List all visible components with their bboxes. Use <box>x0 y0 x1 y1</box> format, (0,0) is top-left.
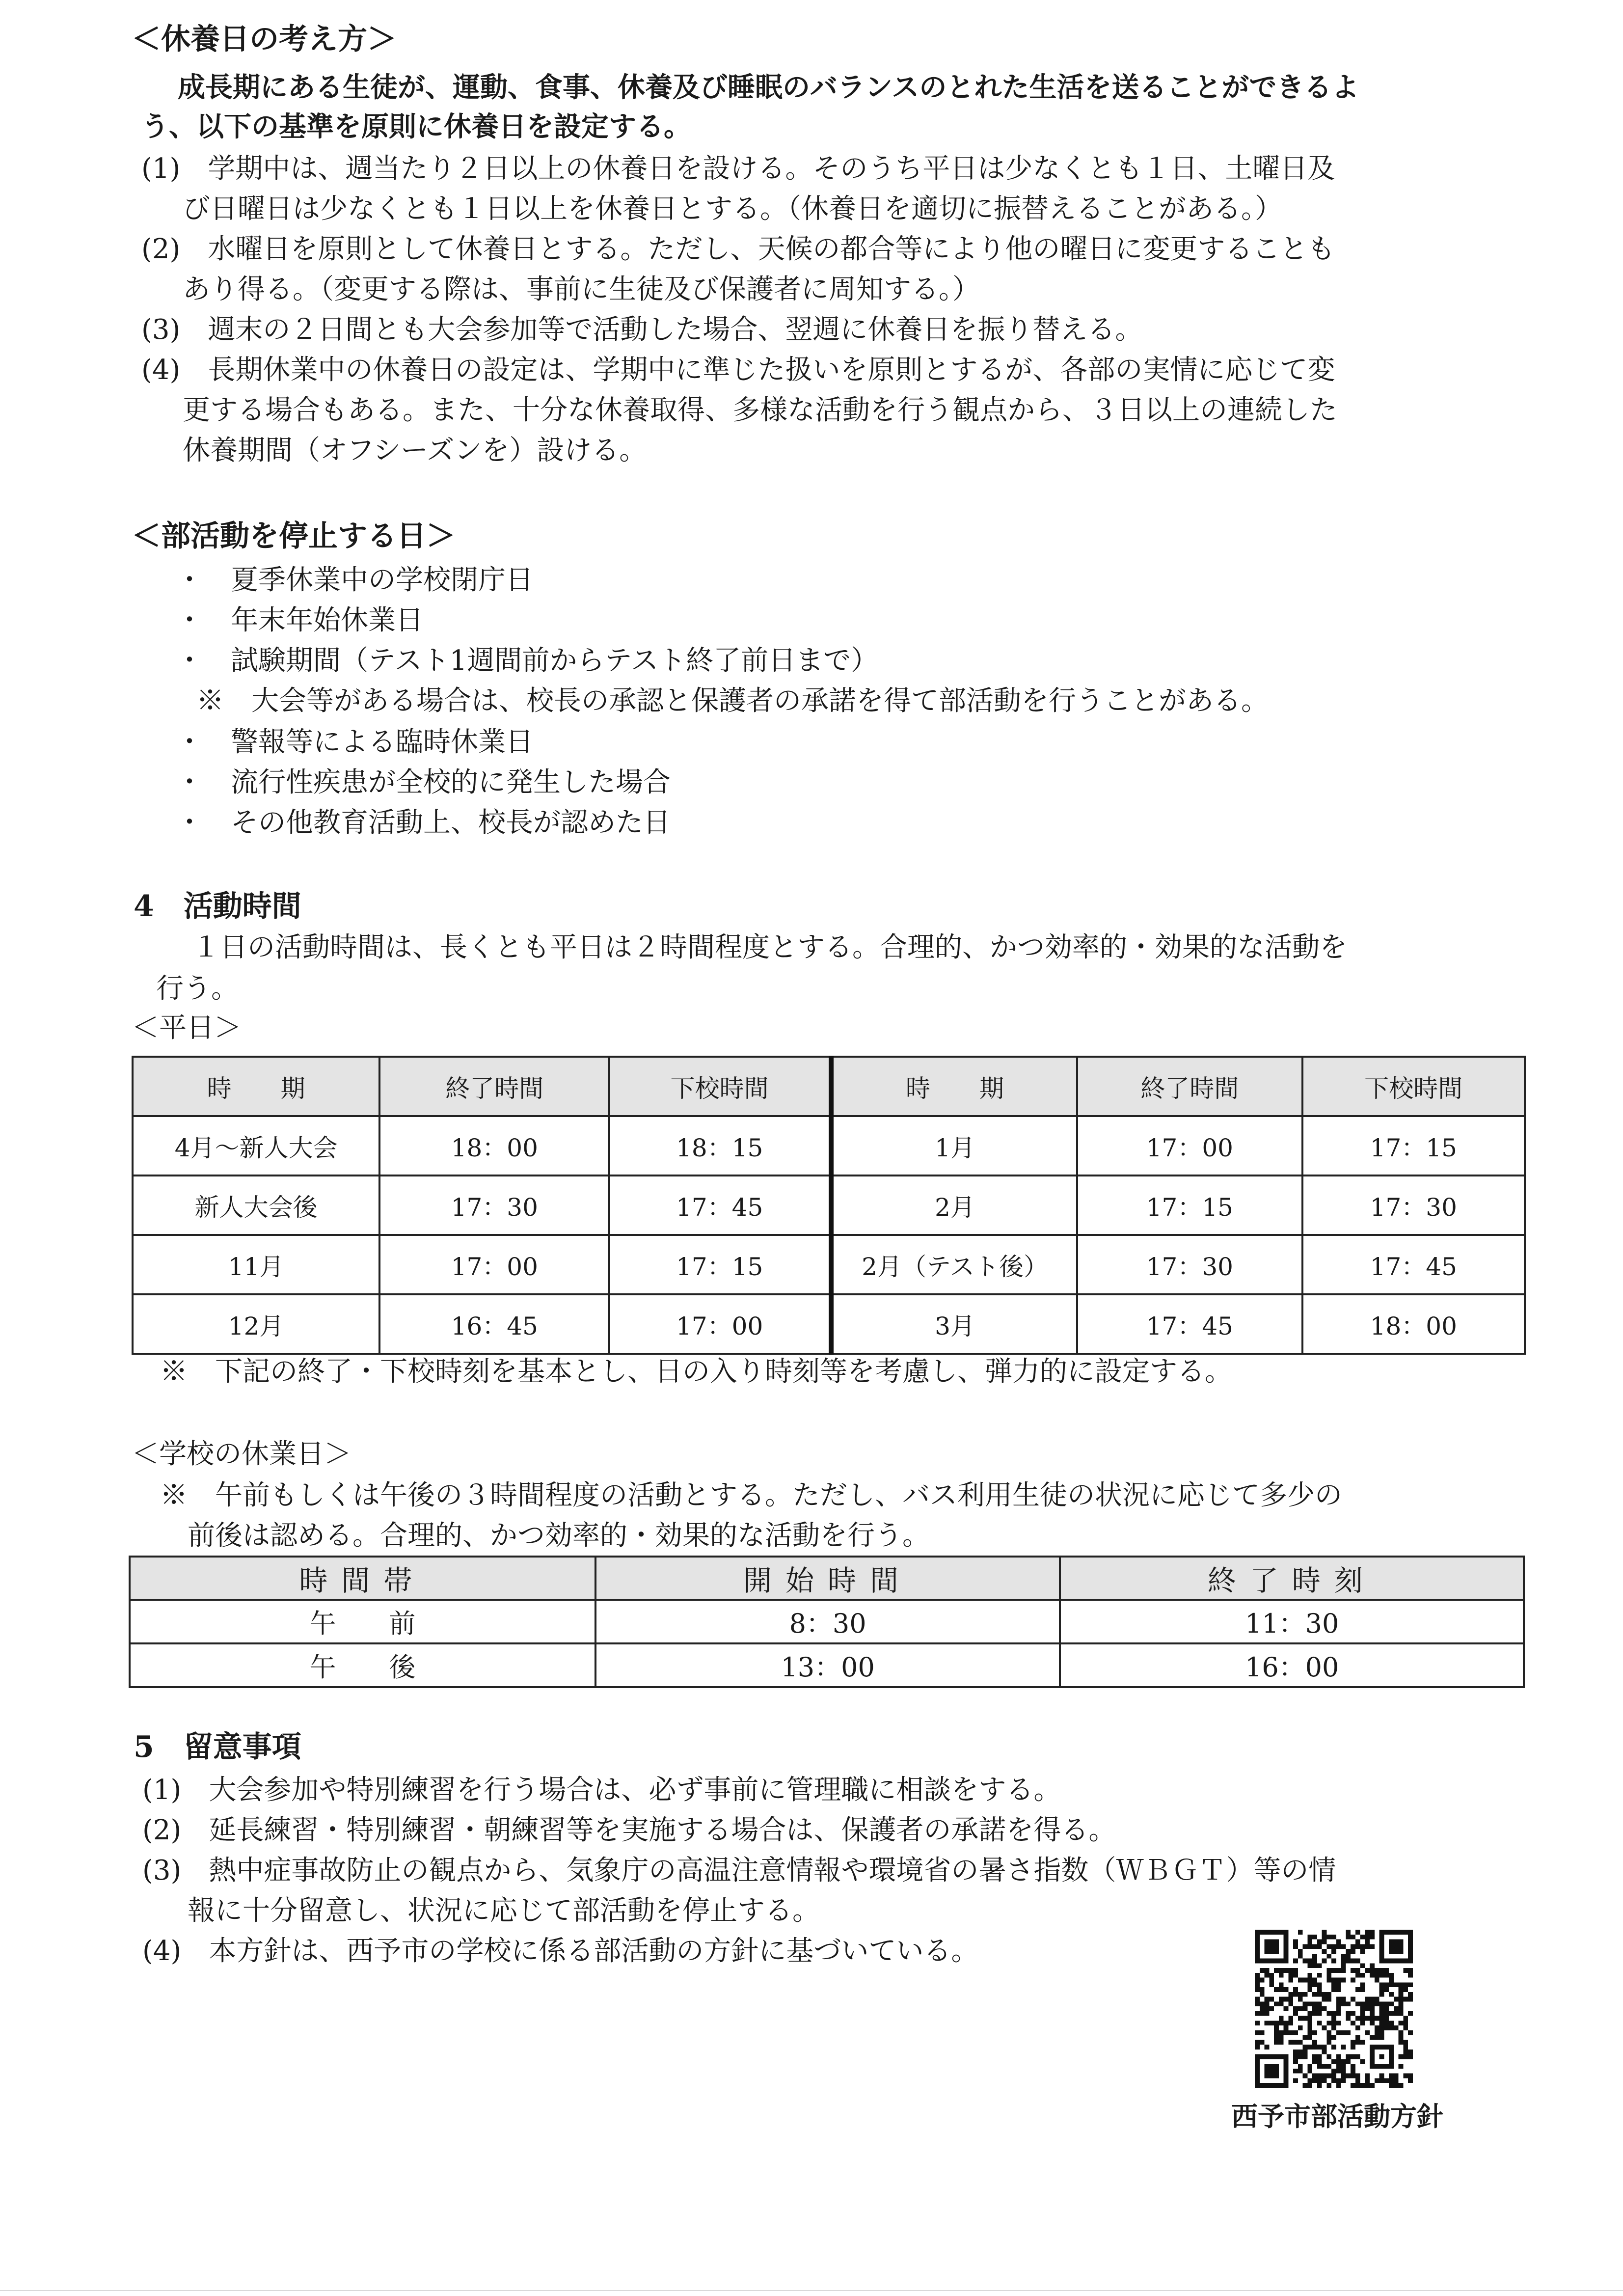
header-end-time: 終了時間 <box>379 1057 609 1116</box>
rest-day-intro-line-2: う、以下の基準を原則に休養日を設定する。 <box>141 110 691 143</box>
rest-day-item-4-line-2: 更する場合もある。また、十分な休養取得、多様な活動を行う観点から、３日以上の連続した <box>183 394 1337 426</box>
holiday-label: ＜学校の休業日＞ <box>132 1438 352 1470</box>
time-slot-cell: 午 前 <box>130 1600 595 1643</box>
header-period: 時 期 <box>831 1057 1077 1116</box>
rest-day-heading: ＜休養日の考え方＞ <box>132 22 397 56</box>
rest-day-item-1-line-2: び日曜日は少なくとも１日以上を休養日とする。（休養日を適切に振替えることがある。） <box>183 193 1282 225</box>
section4-body-line-2: 行う。 <box>156 973 239 1005</box>
weekday-label: ＜平日＞ <box>132 1012 242 1044</box>
table-row <box>133 1294 1525 1354</box>
header-time-slot: 時間帯 <box>130 1557 595 1600</box>
rest-day-item-1-line-1: (1) 学期中は、週当たり２日以上の休養日を設ける。そのうち平日は少なくとも１日、土曜日及 <box>141 153 1335 185</box>
end-time-cell: 17：00 <box>379 1235 609 1294</box>
finish-time-cell: 11：30 <box>1060 1600 1524 1643</box>
caution-item-1: (1) 大会参加や特別練習を行う場合は、必ず事前に管理職に相談をする。 <box>142 1774 1061 1806</box>
stop-day-item: ・ 流行性疾患が全校的に発生した場合 <box>176 766 671 798</box>
end-time-cell: 18：00 <box>379 1116 609 1175</box>
period-cell: 3月 <box>831 1294 1077 1354</box>
holiday-note-line-2: 前後は認める。合理的、かつ効率的・効果的な活動を行う。 <box>188 1520 930 1552</box>
stop-day-note: ※ 大会等がある場合は、校長の承認と保護者の承諾を得て部活動を行うことがある。 <box>196 685 1269 717</box>
end-time-cell: 17：30 <box>1077 1235 1302 1294</box>
leave-time-cell: 17：30 <box>1302 1175 1525 1235</box>
end-time-cell: 17：30 <box>379 1175 609 1235</box>
section4-body-line-1: １日の活動時間は、長くとも平日は２時間程度とする。合理的、かつ効率的・効果的な活動を <box>192 931 1347 963</box>
rest-day-item-2-line-1: (2) 水曜日を原則として休養日とする。ただし、天候の都合等により他の曜日に変更することも <box>141 233 1335 265</box>
table-header-row <box>130 1557 1524 1600</box>
stop-day-item: ・ 警報等による臨時休業日 <box>176 726 533 758</box>
stop-days-heading: ＜部活動を停止する日＞ <box>132 519 456 553</box>
qr-code-icon[interactable] <box>1255 1930 1413 2088</box>
stop-day-item: ・ 年末年始休業日 <box>176 604 423 636</box>
rest-day-intro-line-1: 成長期にある生徒が、運動、食事、休養及び睡眠のバランスのとれた生活を送ることができるよ <box>178 71 1359 104</box>
period-cell: 2月 <box>831 1175 1077 1235</box>
time-slot-cell: 午 後 <box>130 1643 595 1687</box>
weekday-schedule-table <box>132 1056 1526 1355</box>
table-row <box>130 1643 1524 1687</box>
table-row <box>133 1235 1525 1294</box>
caution-item-3-line-1: (3) 熱中症事故防止の観点から、気象庁の高温注意情報や環境省の暑さ指数（ＷＢＧＴ）等の情 <box>142 1855 1336 1886</box>
section5-heading: 5 留意事項 <box>134 1730 301 1764</box>
table-row <box>130 1600 1524 1643</box>
end-time-cell: 16：45 <box>379 1294 609 1354</box>
period-cell: 12月 <box>133 1294 379 1354</box>
stop-day-item: ・ 夏季休業中の学校閉庁日 <box>176 564 533 596</box>
leave-time-cell: 17：15 <box>1302 1116 1525 1175</box>
header-leave-time: 下校時間 <box>609 1057 831 1116</box>
stop-day-item: ・ 試験期間（テスト1週間前からテスト終了前日まで） <box>176 645 879 677</box>
leave-time-cell: 18：00 <box>1302 1294 1525 1354</box>
header-leave-time: 下校時間 <box>1302 1057 1525 1116</box>
header-finish-time: 終了時刻 <box>1060 1557 1524 1600</box>
leave-time-cell: 17：45 <box>609 1175 831 1235</box>
header-start-time: 開始時間 <box>595 1557 1060 1600</box>
page-edge-divider <box>0 2290 1623 2291</box>
period-cell: 1月 <box>831 1116 1077 1175</box>
rest-day-item-4-line-1: (4) 長期休業中の休養日の設定は、学期中に準じた扱いを原則とするが、各部の実情に応じて変 <box>141 354 1335 386</box>
holiday-schedule-table <box>129 1556 1525 1688</box>
end-time-cell: 17：00 <box>1077 1116 1302 1175</box>
caution-item-3-line-2: 報に十分留意し、状況に応じて部活動を停止する。 <box>188 1895 820 1927</box>
start-time-cell: 13：00 <box>595 1643 1060 1687</box>
caution-item-2: (2) 延長練習・特別練習・朝練習等を実施する場合は、保護者の承諾を得る。 <box>142 1814 1116 1846</box>
leave-time-cell: 18：15 <box>609 1116 831 1175</box>
table-header-row <box>133 1057 1525 1116</box>
rest-day-item-4-line-3: 休養期間（オフシーズンを）設ける。 <box>183 435 647 466</box>
section4-heading: 4 活動時間 <box>134 889 301 924</box>
leave-time-cell: 17：15 <box>609 1235 831 1294</box>
rest-day-item-3: (3) 週末の２日間とも大会参加等で活動した場合、翌週に休養日を振り替える。 <box>141 314 1143 346</box>
holiday-note-line-1: ※ 午前もしくは午後の３時間程度の活動とする。ただし、バス利用生徒の状況に応じて多少の <box>160 1479 1342 1511</box>
end-time-cell: 17：45 <box>1077 1294 1302 1354</box>
rest-day-item-2-line-2: あり得る。（変更する際は、事前に生徒及び保護者に周知する。） <box>183 273 980 305</box>
period-cell: 4月～新人大会 <box>133 1116 379 1175</box>
header-period: 時 期 <box>133 1057 379 1116</box>
stop-day-item: ・ その他教育活動上、校長が認めた日 <box>176 807 671 839</box>
period-cell: 新人大会後 <box>133 1175 379 1235</box>
start-time-cell: 8：30 <box>595 1600 1060 1643</box>
finish-time-cell: 16：00 <box>1060 1643 1524 1687</box>
weekday-note: ※ 下記の終了・下校時刻を基本とし、日の入り時刻等を考慮し、弾力的に設定する。 <box>160 1356 1232 1388</box>
period-cell: 11月 <box>133 1235 379 1294</box>
header-end-time: 終了時間 <box>1077 1057 1302 1116</box>
table-row <box>133 1116 1525 1175</box>
leave-time-cell: 17：00 <box>609 1294 831 1354</box>
end-time-cell: 17：15 <box>1077 1175 1302 1235</box>
caution-item-4: (4) 本方針は、西予市の学校に係る部活動の方針に基づいている。 <box>142 1935 979 1967</box>
leave-time-cell: 17：45 <box>1302 1235 1525 1294</box>
qr-caption: 西予市部活動方針 <box>1231 2101 1443 2132</box>
table-row <box>133 1175 1525 1235</box>
period-cell: 2月（テスト後） <box>831 1235 1077 1294</box>
